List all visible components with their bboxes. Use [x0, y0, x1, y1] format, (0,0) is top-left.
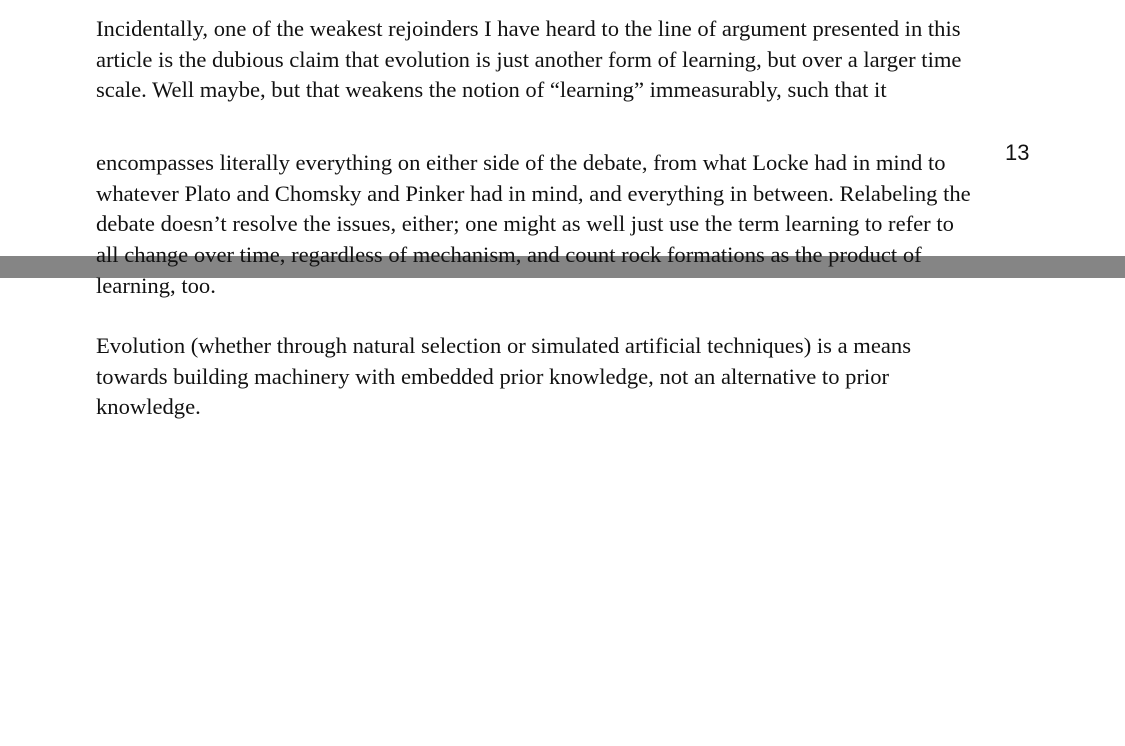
- paragraph-evolution-rejoinder: [96, 14, 1046, 106]
- text-line: towards building machinery with embedded prior knowledge, not an alternative to prior: [96, 363, 890, 389]
- text-line: article is the dubious claim that evolution is just another form of learning, but over a larger time: [96, 46, 962, 72]
- page-number: 13: [1005, 140, 1030, 165]
- text-line: knowledge.: [96, 394, 201, 420]
- paragraph-continued: [96, 148, 1046, 302]
- text-line: debate doesn’t resolve the issues, either; one might as well just use the term learning to refer to: [96, 211, 954, 237]
- text-line: Incidentally, one of the weakest rejoinders I have heard to the line of argument presented in this: [96, 16, 961, 41]
- paragraph-evolution-means: [96, 331, 1046, 423]
- text-line: encompasses literally everything on either side of the debate, from what Locke had in mind to: [96, 150, 946, 175]
- text-line: learning, too.: [96, 272, 216, 298]
- text-line: whatever Plato and Chomsky and Pinker had in mind, and everything in between. Relabeling the: [96, 180, 971, 206]
- text-line: scale. Well maybe, but that weakens the notion of “learning” immeasurably, such that it: [96, 77, 887, 103]
- text-line: all change over time, regardless of mechanism, and count rock formations as the product of: [96, 242, 922, 268]
- text-line: Evolution (whether through natural selection or simulated artificial techniques) is a means: [96, 333, 912, 358]
